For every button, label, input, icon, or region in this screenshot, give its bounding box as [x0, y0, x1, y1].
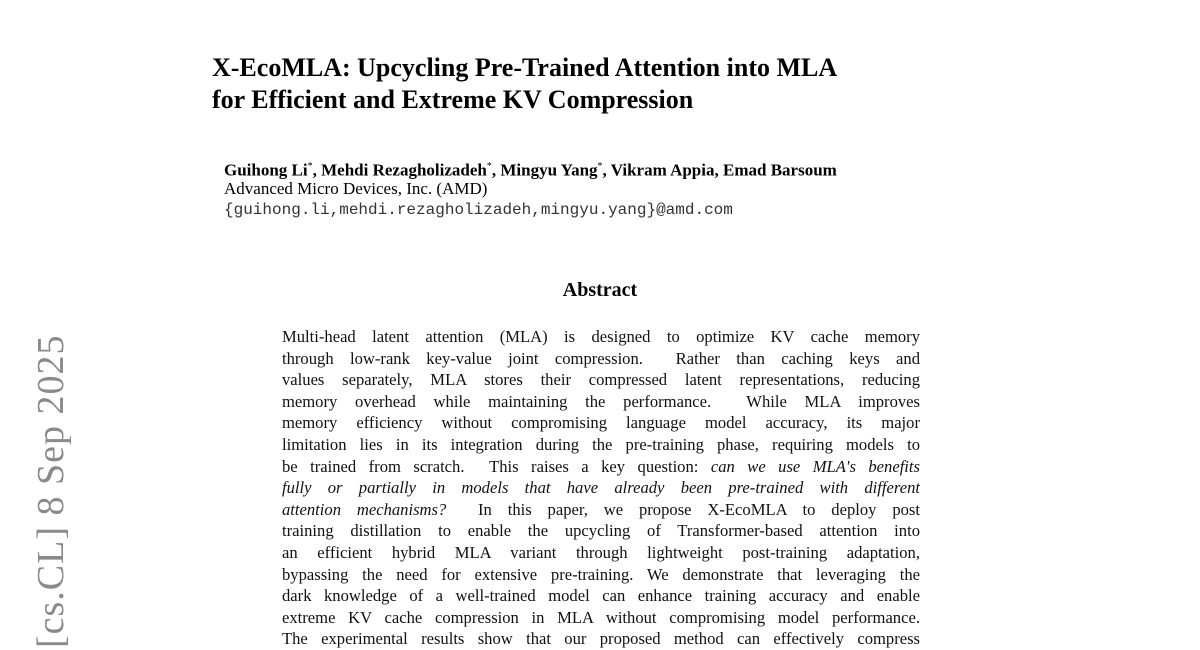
abstract-line: memory efficiency without compromising language model accuracy, its major — [282, 413, 920, 433]
abstract-italic-text: fully or partially in models that have already been pre-trained with different — [282, 478, 920, 498]
abstract-line: extreme KV cache compression in MLA without compromising model performance. — [282, 607, 920, 627]
abstract-line — [282, 477, 920, 499]
abstract-line — [282, 456, 920, 478]
author-name: Guihong Li — [224, 160, 308, 180]
abstract-line: values separately, MLA stores their compressed latent representations, reducing — [282, 370, 920, 390]
title-line-1: X-EcoMLA: Upcycling Pre-Trained Attention into MLA — [212, 53, 838, 82]
author-name: Vikram Appia — [610, 160, 715, 180]
abstract-line: Multi-head latent attention (MLA) is designed to optimize KV cache memory — [282, 327, 920, 346]
abstract-text: be trained from scratch. This raises a key question: — [282, 456, 711, 476]
author-name: Mingyu Yang — [500, 160, 598, 180]
abstract-line: memory overhead while maintaining the performance. While MLA improves — [282, 391, 920, 411]
author-email: {guihong.li,mehdi.rezagholizadeh,mingyu.yang}@amd.com — [224, 201, 733, 219]
equal-contribution-mark: * — [597, 161, 603, 172]
abstract-line: The experimental results show that our proposed method can effectively compress — [282, 629, 920, 649]
abstract-line: limitation lies in its integration during the pre-training phase, requiring models to — [282, 434, 920, 454]
abstract-body — [282, 326, 920, 650]
abstract-line — [282, 499, 920, 521]
abstract-line: dark knowledge of a well-trained model can enhance training accuracy and enable — [282, 586, 920, 606]
title-line-2: for Efficient and Extreme KV Compression — [212, 85, 694, 114]
arxiv-side-stamp: [cs.CL] 8 Sep 2025 — [30, 334, 72, 648]
paper-title — [212, 52, 972, 116]
abstract-text: In this paper, we propose X-EcoMLA to deploy post — [446, 499, 920, 519]
author-affiliation: Advanced Micro Devices, Inc. (AMD) — [224, 179, 488, 198]
abstract-line: bypassing the need for extensive pre-training. We demonstrate that leveraging the — [282, 564, 920, 584]
abstract-line: training distillation to enable the upcycling of Transformer-based attention into — [282, 521, 920, 541]
abstract-italic-text: can we use MLA's benefits — [710, 456, 920, 476]
author-name: Emad Barsoum — [723, 160, 837, 180]
abstract-line: through low-rank key-value joint compression. Rather than caching keys and — [282, 348, 920, 368]
abstract-line: an efficient hybrid MLA variant through lightweight post-training adaptation, — [282, 542, 920, 562]
abstract-heading: Abstract — [562, 279, 638, 301]
author-name: Mehdi Rezagholizadeh — [321, 160, 487, 180]
abstract-italic-text: attention mechanisms? — [282, 499, 447, 519]
equal-contribution-mark: * — [307, 161, 313, 172]
equal-contribution-mark: * — [486, 161, 492, 172]
author-list: Guihong Li*, Mehdi Rezagholizadeh*, Mingyu Yang*, Vikram Appia, Emad Barsoum — [224, 160, 837, 180]
